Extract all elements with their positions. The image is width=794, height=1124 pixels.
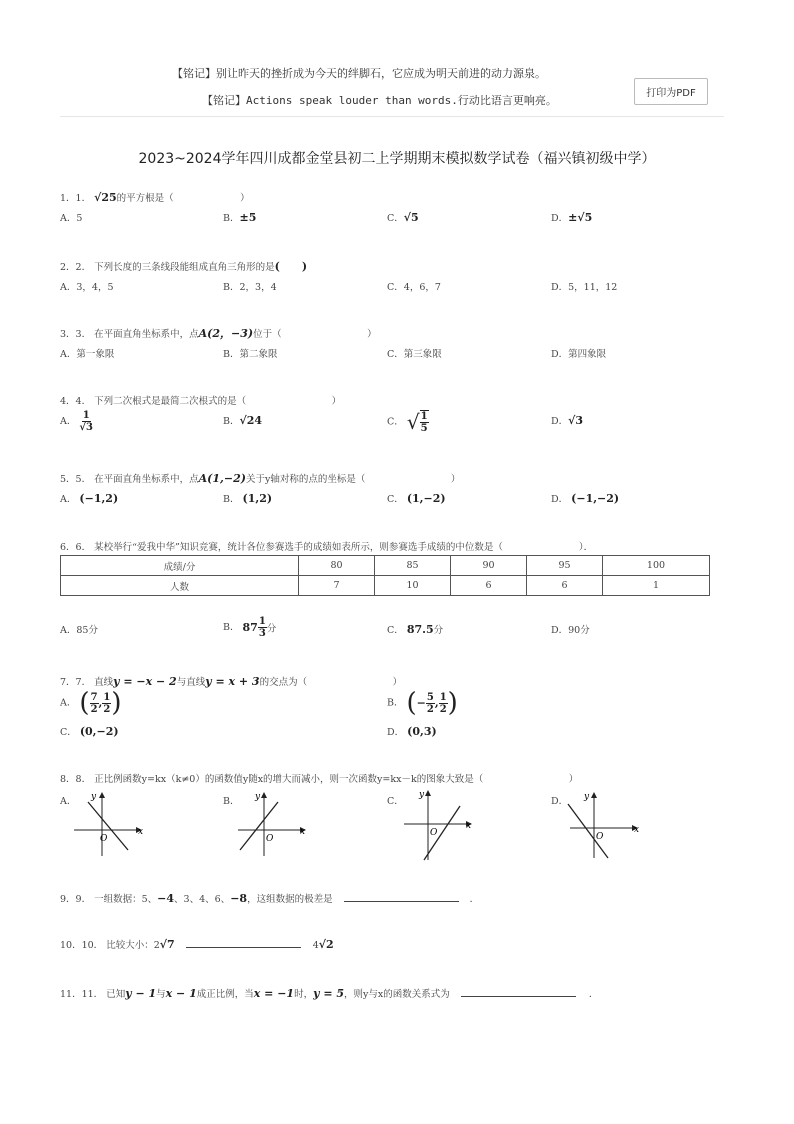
table-cell: 1	[603, 576, 710, 596]
math-expr: y − 1	[125, 987, 157, 1000]
question-number: 5．5．	[60, 474, 92, 485]
question-text: 下列长度的三条线段能组成直角三角形的是	[94, 262, 275, 273]
numerator: 1	[420, 411, 428, 422]
option-label: D．	[551, 494, 569, 505]
option-math: (0,−2)	[79, 725, 119, 738]
option-b[interactable]: B．2，3，4	[223, 282, 277, 293]
numerator: 5	[426, 691, 434, 703]
table-row	[61, 576, 710, 596]
option-math: √5	[403, 211, 419, 224]
fraction	[426, 692, 435, 715]
option-c[interactable]: C．4，6，7	[387, 282, 441, 293]
option-math: (1,−2)	[406, 492, 446, 505]
question-1	[60, 190, 250, 204]
question-3	[60, 325, 377, 341]
denominator: √3	[79, 422, 93, 433]
option-math: √24	[239, 414, 263, 427]
option-b[interactable]	[223, 491, 272, 505]
table-cell: 80	[299, 556, 375, 576]
option-b[interactable]: B．	[223, 796, 240, 807]
fraction	[90, 692, 99, 715]
numerator: 1	[82, 410, 90, 421]
option-a[interactable]: A．	[60, 796, 77, 807]
motto-line-1: 【铭记】别让昨天的挫折成为今天的绊脚石，它应成为明天前进的动力源泉。	[172, 67, 546, 80]
option-label: D．	[387, 727, 405, 738]
question-number: 7．7．	[60, 677, 92, 688]
option-b[interactable]	[223, 413, 262, 427]
minus-icon: −	[416, 696, 426, 710]
table-cell: 95	[527, 556, 603, 576]
option-math: (1,2)	[242, 492, 273, 505]
numerator: 7	[90, 691, 98, 703]
left-paren-icon: (	[79, 688, 90, 718]
denominator: 5	[420, 423, 428, 434]
question-number: 9．9．	[60, 894, 92, 905]
option-math: (−1,2)	[79, 492, 119, 505]
option-a[interactable]: A．3，4，5	[60, 282, 114, 293]
motto-line-2: 【铭记】Actions speak louder than words.行动比语言更响亮。	[202, 94, 557, 107]
option-b[interactable]	[223, 210, 256, 224]
numerator: 1	[103, 691, 111, 703]
option-b[interactable]	[223, 616, 276, 639]
option-d[interactable]	[387, 724, 437, 738]
option-a[interactable]	[60, 491, 118, 505]
option-d[interactable]	[551, 210, 592, 224]
question-text-end: ，则y与x的函数关系式为	[344, 989, 450, 1000]
option-d[interactable]	[551, 413, 583, 427]
math-expr: √25	[94, 191, 117, 204]
answer-blank[interactable]	[461, 995, 576, 997]
axis-label-y: y	[91, 792, 97, 802]
question-text-end: 位于（ ）	[253, 329, 377, 340]
math-expr: x − 1	[165, 987, 197, 1000]
print-pdf-button[interactable]: 打印为PDF	[634, 78, 708, 105]
question-number: 3．3．	[60, 329, 92, 340]
right-paren-icon: )	[111, 688, 122, 718]
table-cell: 100	[603, 556, 710, 576]
table-cell: 85	[375, 556, 451, 576]
axis-label-y: y	[255, 792, 261, 802]
unit: 分	[433, 625, 444, 636]
question-number: 2．2．	[60, 262, 92, 273]
arrow-icon	[591, 792, 597, 798]
question-text-mid: 与直线	[176, 677, 206, 688]
option-a[interactable]	[60, 410, 93, 433]
question-text-end: ，这组数据的极差是	[247, 894, 333, 905]
fraction	[79, 410, 93, 433]
option-label: D．	[551, 416, 569, 427]
option-label: B．	[387, 697, 404, 709]
option-b[interactable]	[387, 688, 458, 718]
arrow-icon	[425, 790, 431, 796]
question-7	[60, 674, 402, 688]
answer-paren: ( )	[274, 260, 308, 273]
table-header-cell: 成绩/分	[61, 556, 299, 576]
option-a[interactable]: A．第一象限	[60, 349, 115, 360]
option-label: C．	[60, 727, 77, 738]
right-paren-icon: )	[447, 688, 458, 718]
question-11	[60, 986, 598, 1000]
comma-icon: ,	[98, 696, 103, 710]
option-d[interactable]: D．5，11，12	[551, 282, 618, 293]
option-label: B．	[223, 622, 240, 633]
graph-a	[72, 788, 144, 858]
question-text: 下列二次根式是最简二次根式的是（ ）	[94, 396, 342, 407]
origin-label: O	[430, 828, 438, 838]
math-expr: y = 5	[313, 987, 345, 1000]
option-math: ±5	[239, 211, 257, 224]
point-a: A(2，−3)	[198, 327, 254, 340]
option-c[interactable]: C．	[387, 796, 404, 807]
question-8	[60, 771, 578, 785]
option-c[interactable]	[387, 491, 446, 505]
question-text: 与	[156, 989, 166, 1000]
period: ．	[588, 989, 599, 1000]
score-table	[60, 555, 710, 596]
fraction	[420, 410, 429, 434]
denominator: 2	[426, 703, 434, 715]
question-text-mid: 4	[312, 940, 319, 951]
axis-label-y: y	[584, 792, 590, 802]
period: ．	[469, 894, 480, 905]
math-value: √2	[318, 938, 334, 951]
table-cell: 10	[375, 576, 451, 596]
axis-label-x: x	[466, 821, 472, 831]
table-header-cell: 人数	[61, 576, 299, 596]
option-label: C．	[387, 213, 404, 224]
left-paren-icon: (	[406, 688, 417, 718]
denominator: 3	[258, 628, 266, 639]
fraction	[102, 692, 111, 715]
option-label: D．	[551, 213, 569, 224]
question-text: 某校举行“爱我中华”知识竞赛，统计各位参赛选手的成绩如表所示，则参赛选手成绩的中位数是（ ）．	[94, 542, 594, 553]
axis-label-x: x	[634, 825, 640, 835]
arrow-icon	[261, 792, 267, 798]
option-label: A．	[60, 416, 77, 427]
axis-label-x: x	[138, 827, 144, 837]
question-5	[60, 471, 460, 485]
question-text: 一组数据：5、	[94, 894, 158, 905]
math-expr: x = −1	[253, 987, 295, 1000]
question-text: 正比例函数y=kx（k≠0）的函数值y随x的增大而减小，则一次函数y=kx－k的图象大致是（ ）	[94, 774, 579, 785]
line-equation-1: y = −x − 2	[113, 675, 177, 688]
axis-label-y: y	[419, 790, 425, 800]
option-label: C．	[387, 625, 404, 636]
option-a[interactable]: A．85分	[60, 625, 98, 636]
option-c[interactable]	[387, 210, 419, 224]
question-4	[60, 393, 341, 407]
option-label: C．	[387, 494, 404, 505]
math-value: −4	[157, 892, 175, 905]
table-cell: 6	[527, 576, 603, 596]
line-equation-2: y = x + 3	[205, 675, 260, 688]
option-c[interactable]	[387, 410, 429, 434]
question-text: 时，	[294, 989, 314, 1000]
option-label: C．	[387, 416, 404, 428]
origin-label: O	[100, 834, 108, 844]
question-text: 在平面直角坐标系中，点	[94, 329, 199, 340]
question-text-mid: 、3、4、6、	[174, 894, 231, 905]
option-math: 87.5	[406, 623, 434, 636]
answer-blank[interactable]	[344, 900, 459, 902]
question-number: 8．8．	[60, 774, 92, 785]
option-c[interactable]	[387, 622, 443, 636]
question-number: 10．10．	[60, 940, 104, 951]
question-10	[60, 937, 334, 951]
page-title: 2023~2024学年四川成都金堂县初二上学期期末模拟数学试卷（福兴镇初级中学）	[138, 151, 656, 167]
header-divider	[60, 116, 724, 117]
question-text: 比较大小：2	[106, 940, 160, 951]
option-math: (0,3)	[407, 725, 437, 738]
question-text: 直线	[94, 677, 114, 688]
table-cell: 6	[451, 576, 527, 596]
denominator: 2	[90, 703, 98, 715]
denominator: 2	[439, 703, 447, 715]
option-d[interactable]: D．第四象限	[551, 349, 607, 360]
option-math: ±√5	[568, 211, 593, 224]
option-a[interactable]: A．5	[60, 213, 83, 224]
arrow-icon	[99, 792, 105, 798]
numerator: 1	[439, 691, 447, 703]
option-c[interactable]	[60, 724, 119, 738]
question-number: 1．1．	[60, 193, 92, 204]
question-text: 的平方根是（ ）	[116, 193, 250, 204]
question-text: 在平面直角坐标系中，点	[94, 474, 199, 485]
option-d[interactable]: D．	[551, 796, 569, 807]
denominator: 2	[103, 703, 111, 715]
math-value: √7	[159, 938, 175, 951]
question-number: 4．4．	[60, 396, 92, 407]
option-label: B．	[223, 416, 240, 427]
comma-icon: ,	[434, 696, 439, 710]
question-number: 11．11．	[60, 989, 104, 1000]
fraction	[258, 616, 267, 639]
function-line	[568, 804, 608, 858]
question-text-end: 的交点为（ ）	[259, 677, 403, 688]
origin-label: O	[596, 832, 604, 842]
question-6	[60, 539, 593, 553]
option-label: A．	[60, 697, 77, 709]
sqrt-icon: √	[406, 410, 420, 434]
option-math: √3	[568, 414, 584, 427]
option-d[interactable]	[551, 491, 619, 505]
table-cell: 90	[451, 556, 527, 576]
question-2	[60, 258, 307, 274]
option-label: B．	[223, 494, 240, 505]
option-label: A．	[60, 494, 77, 505]
option-b[interactable]: B．第二象限	[223, 349, 278, 360]
option-math: (−1,−2)	[571, 492, 620, 505]
question-9	[60, 891, 479, 905]
table-row	[61, 556, 710, 576]
fraction	[439, 692, 448, 715]
graph-d	[564, 788, 644, 860]
question-text-end: 关于y轴对称的点的坐标是（ ）	[245, 474, 461, 485]
table-cell: 7	[299, 576, 375, 596]
option-d[interactable]: D．90分	[551, 625, 590, 636]
numerator: 1	[258, 616, 266, 627]
option-c[interactable]: C．第三象限	[387, 349, 442, 360]
question-text: 成正比例，当	[196, 989, 254, 1000]
math-value: −8	[230, 892, 248, 905]
question-text: 已知	[106, 989, 126, 1000]
graph-b	[236, 788, 308, 858]
question-number: 6．6．	[60, 542, 92, 553]
answer-blank[interactable]	[186, 946, 301, 948]
axis-label-x: x	[300, 827, 306, 837]
mixed-whole: 87	[242, 621, 258, 634]
unit: 分	[266, 623, 277, 635]
point-a: A(1,−2)	[198, 472, 246, 485]
option-label: B．	[223, 213, 240, 224]
origin-label: O	[266, 834, 274, 844]
option-a[interactable]	[60, 688, 122, 718]
graph-c	[402, 786, 478, 862]
function-line	[88, 802, 128, 850]
